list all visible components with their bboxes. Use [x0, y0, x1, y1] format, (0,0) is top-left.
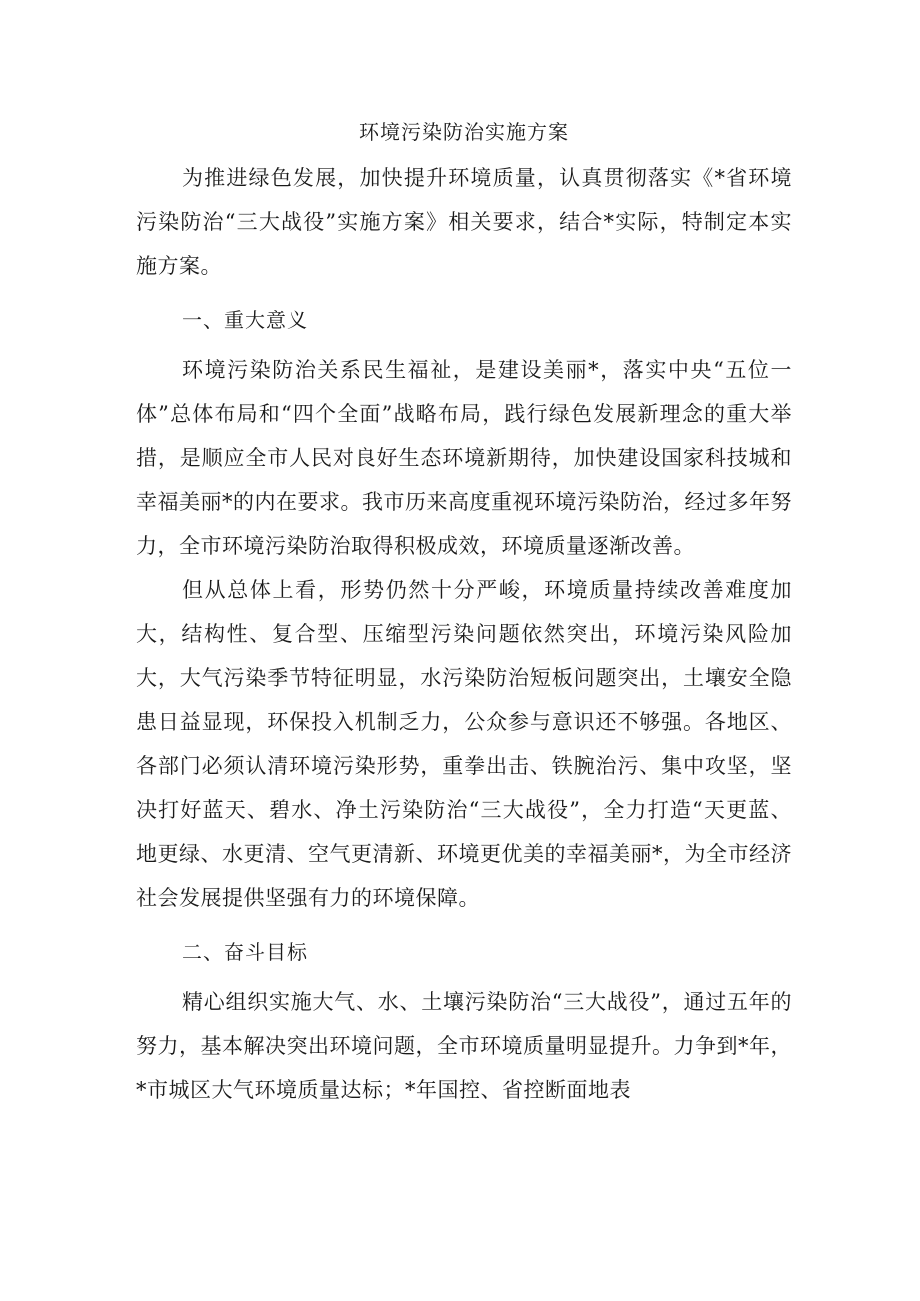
section-heading-goals: 二、奋斗目标 [182, 940, 308, 964]
significance-paragraph-1: 环境污染防治关系民生福祉，是建设美丽*，落实中央“五位一体”总体布局和“四个全面”战略布局，践行绿色发展新理念的重大举措，是顺应全市人民对良好生态环境新期待，加快建设国家科技城和幸福美丽*的内在要求。我市历来高度重视环境污染防治，经过多年努力，全市环境污染防治取得积极成效，环境质量逐渐改善。 [136, 358, 792, 558]
intro-paragraph: 为推进绿色发展，加快提升环境质量，认真贯彻落实《*省环境污染防治“三大战役”实施方案》相关要求，结合*实际，特制定本实施方案。 [136, 166, 792, 278]
goals-paragraph: 精心组织实施大气、水、土壤污染防治“三大战役”，通过五年的努力，基本解决突出环境问题，全市环境质量明显提升。力争到*年，*市城区大气环境质量达标；*年国控、省控断面地表 [136, 990, 792, 1102]
document-title: 环境污染防治实施方案 [359, 120, 569, 144]
document-page [136, 108, 792, 1112]
section-heading-significance: 一、重大意义 [182, 308, 308, 332]
significance-paragraph-2: 但从总体上看，形势仍然十分严峻，环境质量持续改善难度加大，结构性、复合型、压缩型污染问题依然突出，环境污染风险加大，大气污染季节特征明显，水污染防治短板问题突出，土壤安全隐患日益显现，环保投入机制乏力，公众参与意识还不够强。各地区、各部门必须认清环境污染形势，重拳出击、铁腕治污、集中攻坚，坚决打好蓝天、碧水、净土污染防治“三大战役”，全力打造“天更蓝、地更绿、水更清、空气更清新、环境更优美的幸福美丽*，为全市经济社会发展提供坚强有力的环境保障。 [136, 578, 792, 910]
